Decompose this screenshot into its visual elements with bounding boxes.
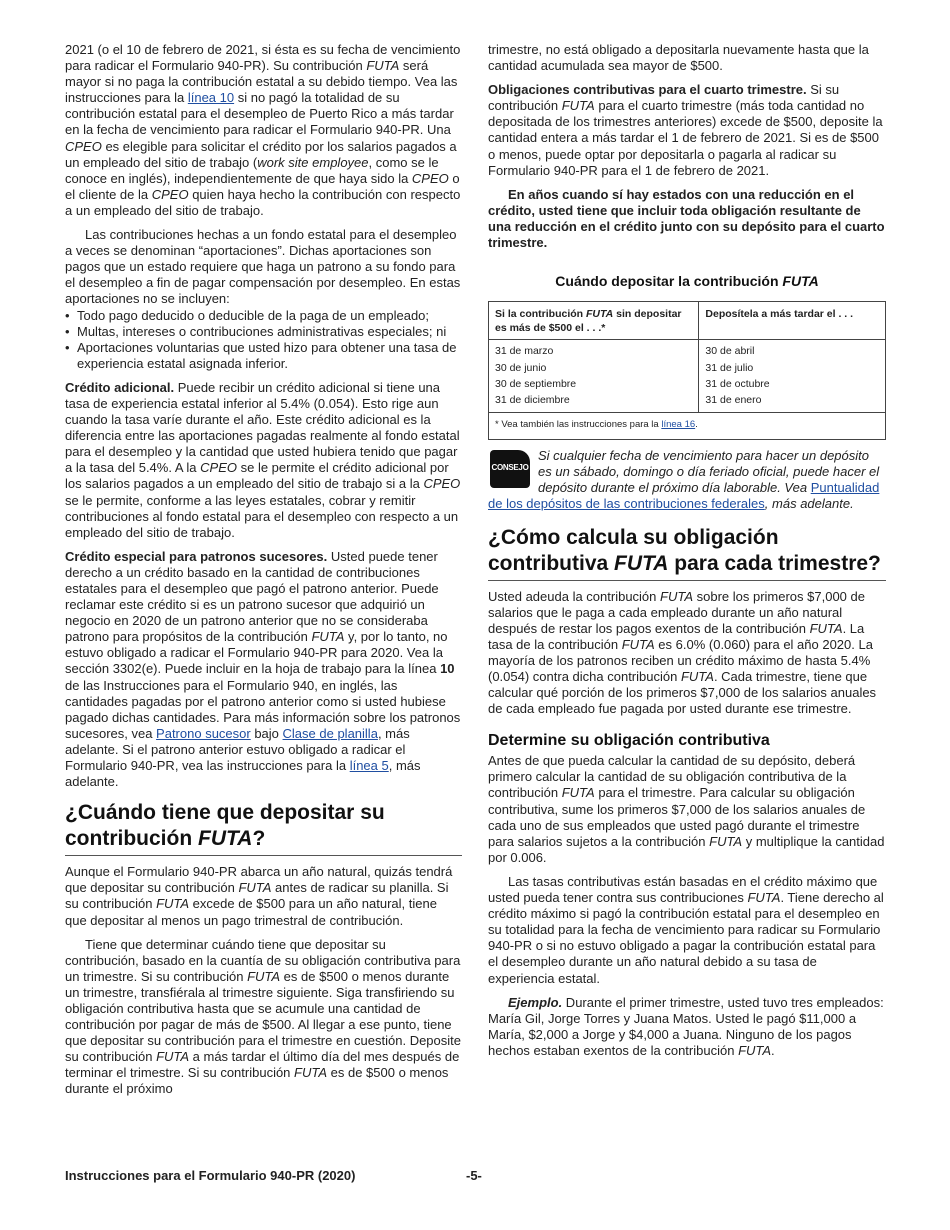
heading-determine-obligacion: Determine su obligación contributiva: [488, 732, 770, 750]
table-cell: 31 de julio: [699, 360, 886, 376]
table-row: [489, 360, 886, 376]
paragraph-reduccion-credito: En años cuando sí hay estados con una reducción en el crédito, usted tiene que incluir toda obligación resultante de una reducción en el crédito junto con su depósito para el cuarto trimestre.: [488, 186, 885, 251]
paragraph-tasas-contributivas: Las tasas contributivas están basadas en el crédito máximo que usted pueda tener contra sus contribuciones FUTA. Tiene derecho al crédito máximo si pagó la contribución estatal para el desempleo en su totalidad para la fecha de vencimiento para radicar su Formulario 940-PR o si no estuvo obligado a pagar la contribución estatal para el desempleo durante un año natural debido a su tasa de experiencia estatal.: [488, 873, 884, 986]
table-cell: 31 de enero: [699, 392, 886, 412]
consejo-hand-icon: CONSEJO: [488, 448, 534, 492]
paragraph-formulario-abarca: Aunque el Formulario 940-PR abarca un año natural, quizás tendrá que depositar su contribución FUTA antes de radicar su planilla. Si su contribución FUTA excede de $500 para un año natural, tiene que depositar al menos un pago trimestral de contribución.: [65, 864, 453, 928]
bullet-item: • Todo pago deducido o deducible de la paga de un empleado;: [65, 307, 430, 323]
table-cell: 31 de octubre: [699, 376, 886, 392]
heading-cuando-depositar: ¿Cuándo tiene que depositar su contribución FUTA?: [65, 800, 462, 856]
table-cell: 30 de septiembre: [495, 377, 577, 390]
table-footnote-row: [489, 412, 886, 439]
paragraph-futa-credit-cpeo: 2021 (o el 10 de febrero de 2021, si ésta es su fecha de vencimiento para radicar el Formulario 940-PR). Su contribución FUTA será mayor si no paga la contribución estatal a su debido tiempo. Vea las instrucciones para la línea 10 si no pagó la totalidad de su contribución estatal para el desempleo de Puerto Rico a más tardar en la fecha de vencimiento para radicar el Formulario 940-PR. Una CPEO es elegible para solicitar el crédito por los salarios pagados a un empleado del sitio de trabajo (work site employee, como se le conoce en inglés), independientemente de que haya sido la CPEO o el cliente de la CPEO quien haya hecho la contribución con respecto a un empleado del sitio de trabajo.: [65, 42, 461, 218]
page-number: -5-: [466, 1168, 482, 1183]
paragraph-ejemplo: Ejemplo. Durante el primer trimestre, usted tuvo tres empleados: María Gil, Jorge Torres y Juana Matos. Usted le pagó $11,000 a María, $2,000 a Jorge y $4,000 a Juana. Ninguno de los pagos hechos estaban exentos de la contribución FUTA.: [488, 994, 884, 1058]
left-column: [65, 42, 462, 1098]
table-cell: 31 de diciembre: [495, 394, 570, 407]
table-row: [489, 340, 886, 360]
link-linea-10[interactable]: línea 10: [187, 90, 235, 106]
bullet-item: • Aportaciones voluntarias que usted hizo para obtener una tasa de experiencia estatal asignada inferior.: [65, 339, 457, 371]
paragraph-trimestre-continuacion: trimestre, no está obligado a depositarla nuevamente hasta que la cantidad acumulada sea mayor de $500.: [488, 42, 869, 74]
paragraph-adeuda-futa: Usted adeuda la contribución FUTA sobre los primeros $7,000 de salarios que le paga a cada empleado durante un año natural después de restar los pagos exentos de la contribución FUTA. La tasa de la contribución FUTA es 6.0% (0.060) para el año 2020. La mayoría de los patronos reciben un crédito máximo de hasta 5.4% (0.054) contra dicha contribución FUTA. Cada trimestre, tiene que calcular qué porción de los primeros $7,000 de los salarios anuales de cada empleado fue pagada por usted durante ese trimestre.: [488, 588, 877, 717]
column-header-tax-quarter: Si la contribución FUTA sin depositar es más de $500 el . . .*: [489, 302, 699, 340]
table-cell: 30 de abril: [699, 340, 886, 360]
paragraph-credito-sucesores: Crédito especial para patronos sucesores. Usted puede tener derecho a un crédito basado en la cantidad de contribuciones estatales para el desempleo que pagó el patrono anterior. Puede reclamar este crédito si es un patrono sucesor que adquirió un negocio en 2020 de un patrono anterior que no se consideraba patrono para propósitos de la contribución FUTA y, por lo tanto, no estuvo obligado a radicar el Formulario 940-PR para 2020. Vea la sección 3302(e). Puede incluir en la hoja de trabajo para la línea 10 de las Instrucciones para el Formulario 940, en inglés, las cantidades pagadas por el patrono anterior como si usted hubiese pagado dichas cantidades. Para más información sobre los patronos sucesores, vea Patrono sucesor bajo Clase de planilla, más adelante. Si el patrono anterior estuvo obligado a radicar el Formulario 940-PR, vea las instrucciones para la línea 5, más adelante.: [65, 548, 461, 790]
table-title: Cuándo depositar la contribución FUTA: [555, 273, 819, 290]
deposit-schedule-table: [488, 301, 886, 440]
table-row: [489, 376, 886, 392]
table-row: [489, 392, 886, 412]
bullet-item: • Multas, intereses o contribuciones administrativas especiales; ni: [65, 323, 447, 339]
link-clase-de-planilla[interactable]: Clase de planilla: [282, 725, 378, 741]
footer-title: Instrucciones para el Formulario 940-PR (2020): [65, 1168, 356, 1183]
right-column: [488, 42, 886, 1059]
paragraph-credito-adicional: Crédito adicional. Puede recibir un crédito adicional si tiene una tasa de experiencia estatal inferior al 5.4% (0.054). Esto rige aun cuando la tasa varíe durante el año. Este crédito adicional es la diferencia entre las aportaciones pagadas realmente al fondo estatal para el desempleo y la cantidad que usted hubiera tenido que pagar a la tasa del 5.4%. A la CPEO se le permite el crédito adicional por los salarios pagados a un empleado del sitio de trabajo si a la CPEO se le permite, conforme a las leyes estatales, cobrar y remitir contribuciones al fondo estatal para el desempleo con respecto a un empleado del sitio de trabajo.: [65, 379, 461, 540]
link-linea-5[interactable]: línea 5: [349, 758, 389, 774]
paragraph-aportaciones: Las contribuciones hechas a un fondo estatal para el desempleo a veces se denominan “aportaciones”. Dichas aportaciones son pagos que un estado requiere que haga un patrono a su fondo para el desempleo a fin de pagar compensación por desempleo. En estas aportaciones no se incluyen:: [65, 227, 461, 307]
column-header-deposit-by: Deposítela a más tardar el . . .: [699, 302, 886, 340]
tip-box: CONSEJO Si cualquier fecha de vencimiento para hacer un depósito es un sábado, domingo o día feriado oficial, puede hacer el depósito durante el próximo día laborable. Vea Puntualidad de los depósitos de las contribuciones federales, más adelante.: [488, 448, 880, 512]
paragraph-cuarto-trimestre: Obligaciones contributivas para el cuarto trimestre. Si su contribución FUTA para el cuarto trimestre (más toda cantidad no depositada de los trimestres anteriores) excede de $500, deposite la cantidad entera a más tardar el 1 de febrero de 2021. Si es de $500 o menos, puede optar por depositarla o pagarla al radicar su Formulario 940-PR para el 1 de febrero de 2021.: [488, 82, 883, 178]
table-cell: 31 de marzo: [495, 345, 554, 358]
table-cell: 30 de junio: [495, 361, 547, 374]
paragraph-determinar-cuando: Tiene que determinar cuándo tiene que depositar su contribución, basado en la cuantía de su obligación contributiva para un trimestre. Si su contribución FUTA es de $500 o menos durante un trimestre, transfiérala al trimestre siguiente. Siga transfiriendo su obligación contributiva hasta que se acumule una cantidad de contribución por pagar de más de $500. Al llegar a ese punto, tiene que depositar su contribución para el trimestre en cuestión. Deposite su contribución FUTA a más tardar el último día del mes después de terminar el trimestre. Si su contribución FUTA es de $500 o menos durante el próximo: [65, 936, 461, 1097]
link-linea-16[interactable]: línea 16: [661, 418, 696, 430]
link-puntualidad-depositos[interactable]: Puntualidad de los depósitos de las contribuciones federales: [488, 480, 880, 512]
paragraph-calcular-deposito: Antes de que pueda calcular la cantidad de su depósito, deberá primero calcular la cantidad de su obligación contributiva de la contribución FUTA para el trimestre. Para calcular su obligación contributiva, sume los primeros $7,000 de los salarios anuales de cada uno de sus empleados que usted pagó durante el trimestre para salarios sujetos a la contribución FUTA y multiplique la cantidad por 0.006.: [488, 753, 885, 865]
heading-como-calcula: ¿Cómo calcula su obligación contributiva FUTA para cada trimestre?: [488, 525, 886, 581]
table-header-row: [489, 302, 886, 340]
link-patrono-sucesor[interactable]: Patrono sucesor: [156, 725, 251, 741]
table-footnote: * Vea también las instrucciones para la línea 16.: [489, 412, 886, 439]
